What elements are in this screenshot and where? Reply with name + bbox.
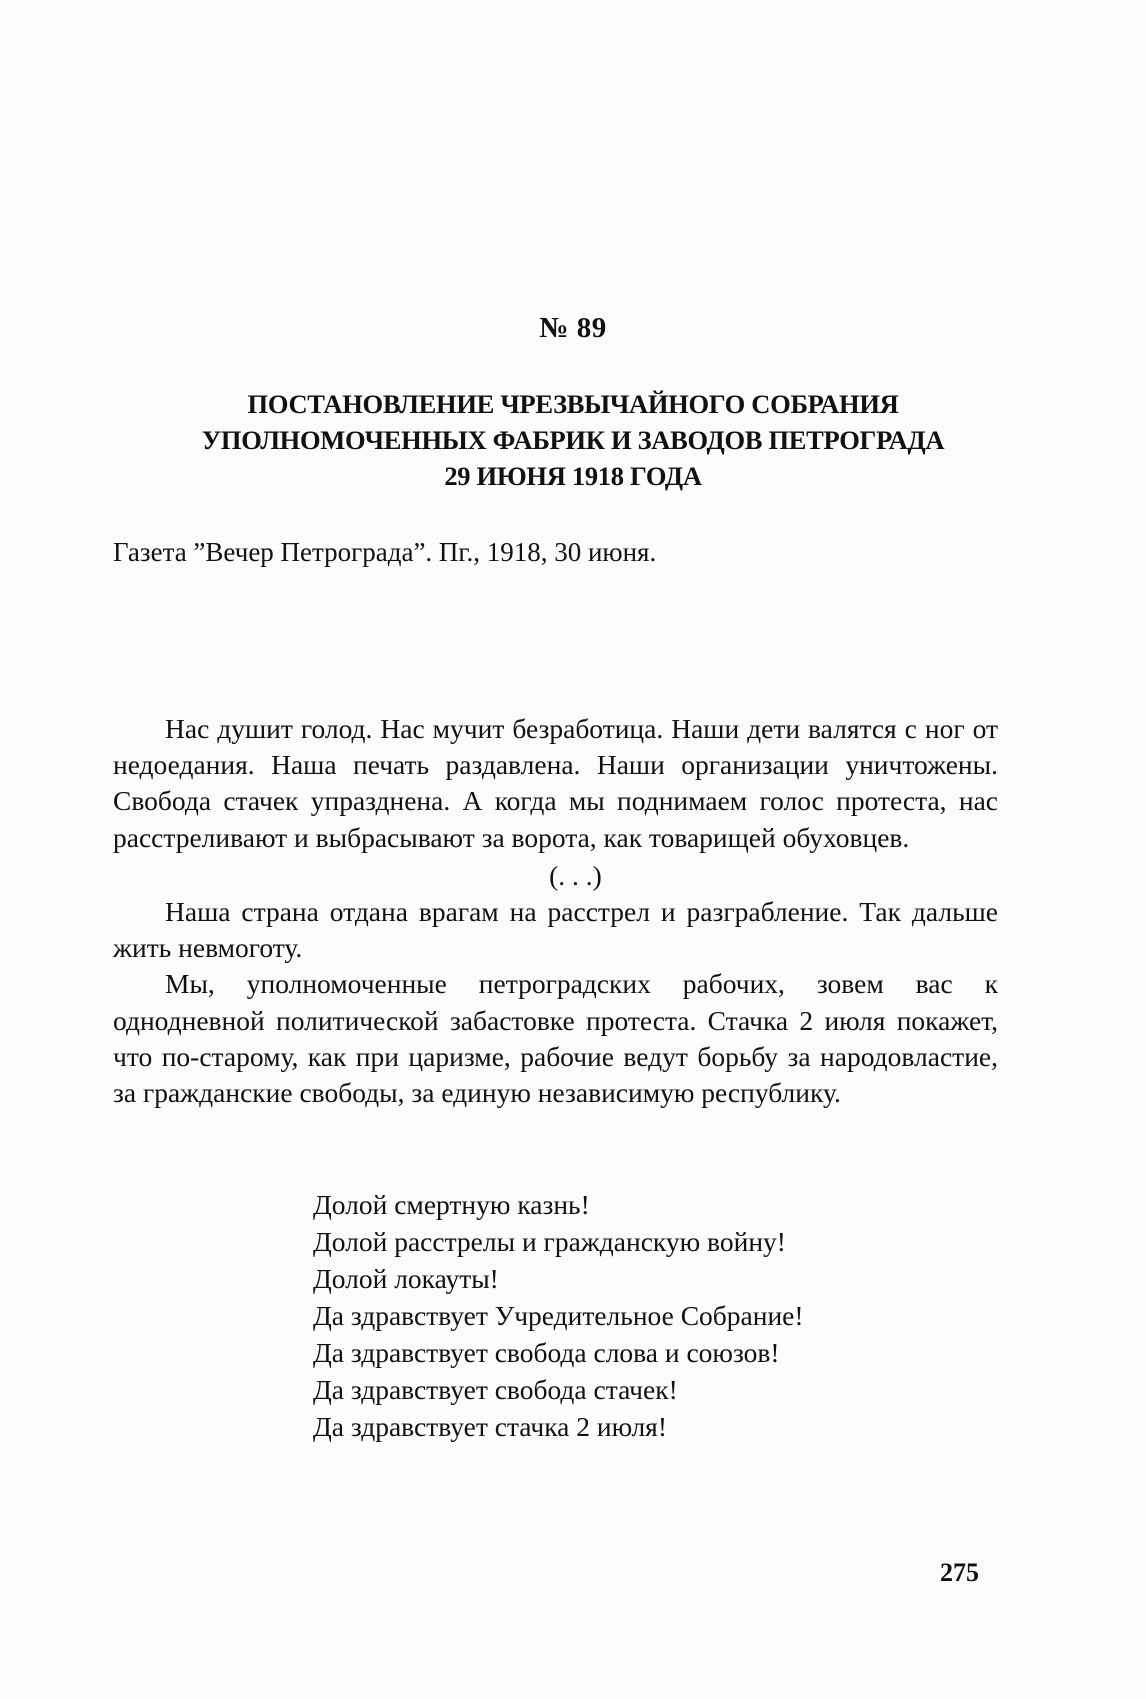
body-text [113,711,998,1111]
paragraph-2: Наша страна отдана врагам на расстрел и разграбление. Так дальше жить невмоготу. [113,896,998,964]
slogan-6: Да здравствует свобода стачек! [313,1374,678,1405]
slogan-4: Да здравствует Учредительное Собрание! [313,1300,804,1331]
title-line-2: УПОЛНОМОЧЕННЫХ ФАБРИК И ЗАВОДОВ ПЕТРОГРАДА [201,425,945,455]
page-number: 275 [940,1558,979,1587]
slogan-5: Да здравствует свобода слова и союзов! [313,1337,780,1368]
slogans-list [313,1186,804,1445]
document-number: № 89 [539,312,607,344]
slogan-2: Долой расстрелы и гражданскую войну! [313,1226,786,1257]
document-title [120,386,1026,494]
paragraph-1: Нас душит голод. Нас мучит безработица. Наши дети валятся с ног от недоедания. Наша печать раздавлена. Наши организации уничтожены. Свобода стачек упразднена. А когда мы поднимаем голос протеста, нас расстреливают и выбрасывают за ворота, как товарищей обуховцев. [113,713,998,853]
slogan-1: Долой смертную казнь! [313,1189,590,1220]
omission-mark: (. . .) [549,859,602,891]
paragraph-3: Мы, уполномоченные петроградских рабочих, зовем вас к однодневной политической забастовке протеста. Стачка 2 июля покажет, что по-старому, как при царизме, рабочие ведут борьбу за народовластие, за гражданские свободы, за единую независимую республику. [113,968,998,1109]
title-line-3: 29 ИЮНЯ 1918 ГОДА [444,461,702,491]
slogan-7: Да здравствует стачка 2 июля! [313,1411,667,1442]
slogan-3: Долой локауты! [313,1263,499,1294]
title-line-1: ПОСТАНОВЛЕНИЕ ЧРЕЗВЫЧАЙНОГО СОБРАНИЯ [247,389,899,419]
source-citation: Газета ”Вечер Петрограда”. Пг., 1918, 30 июня. [113,537,657,567]
